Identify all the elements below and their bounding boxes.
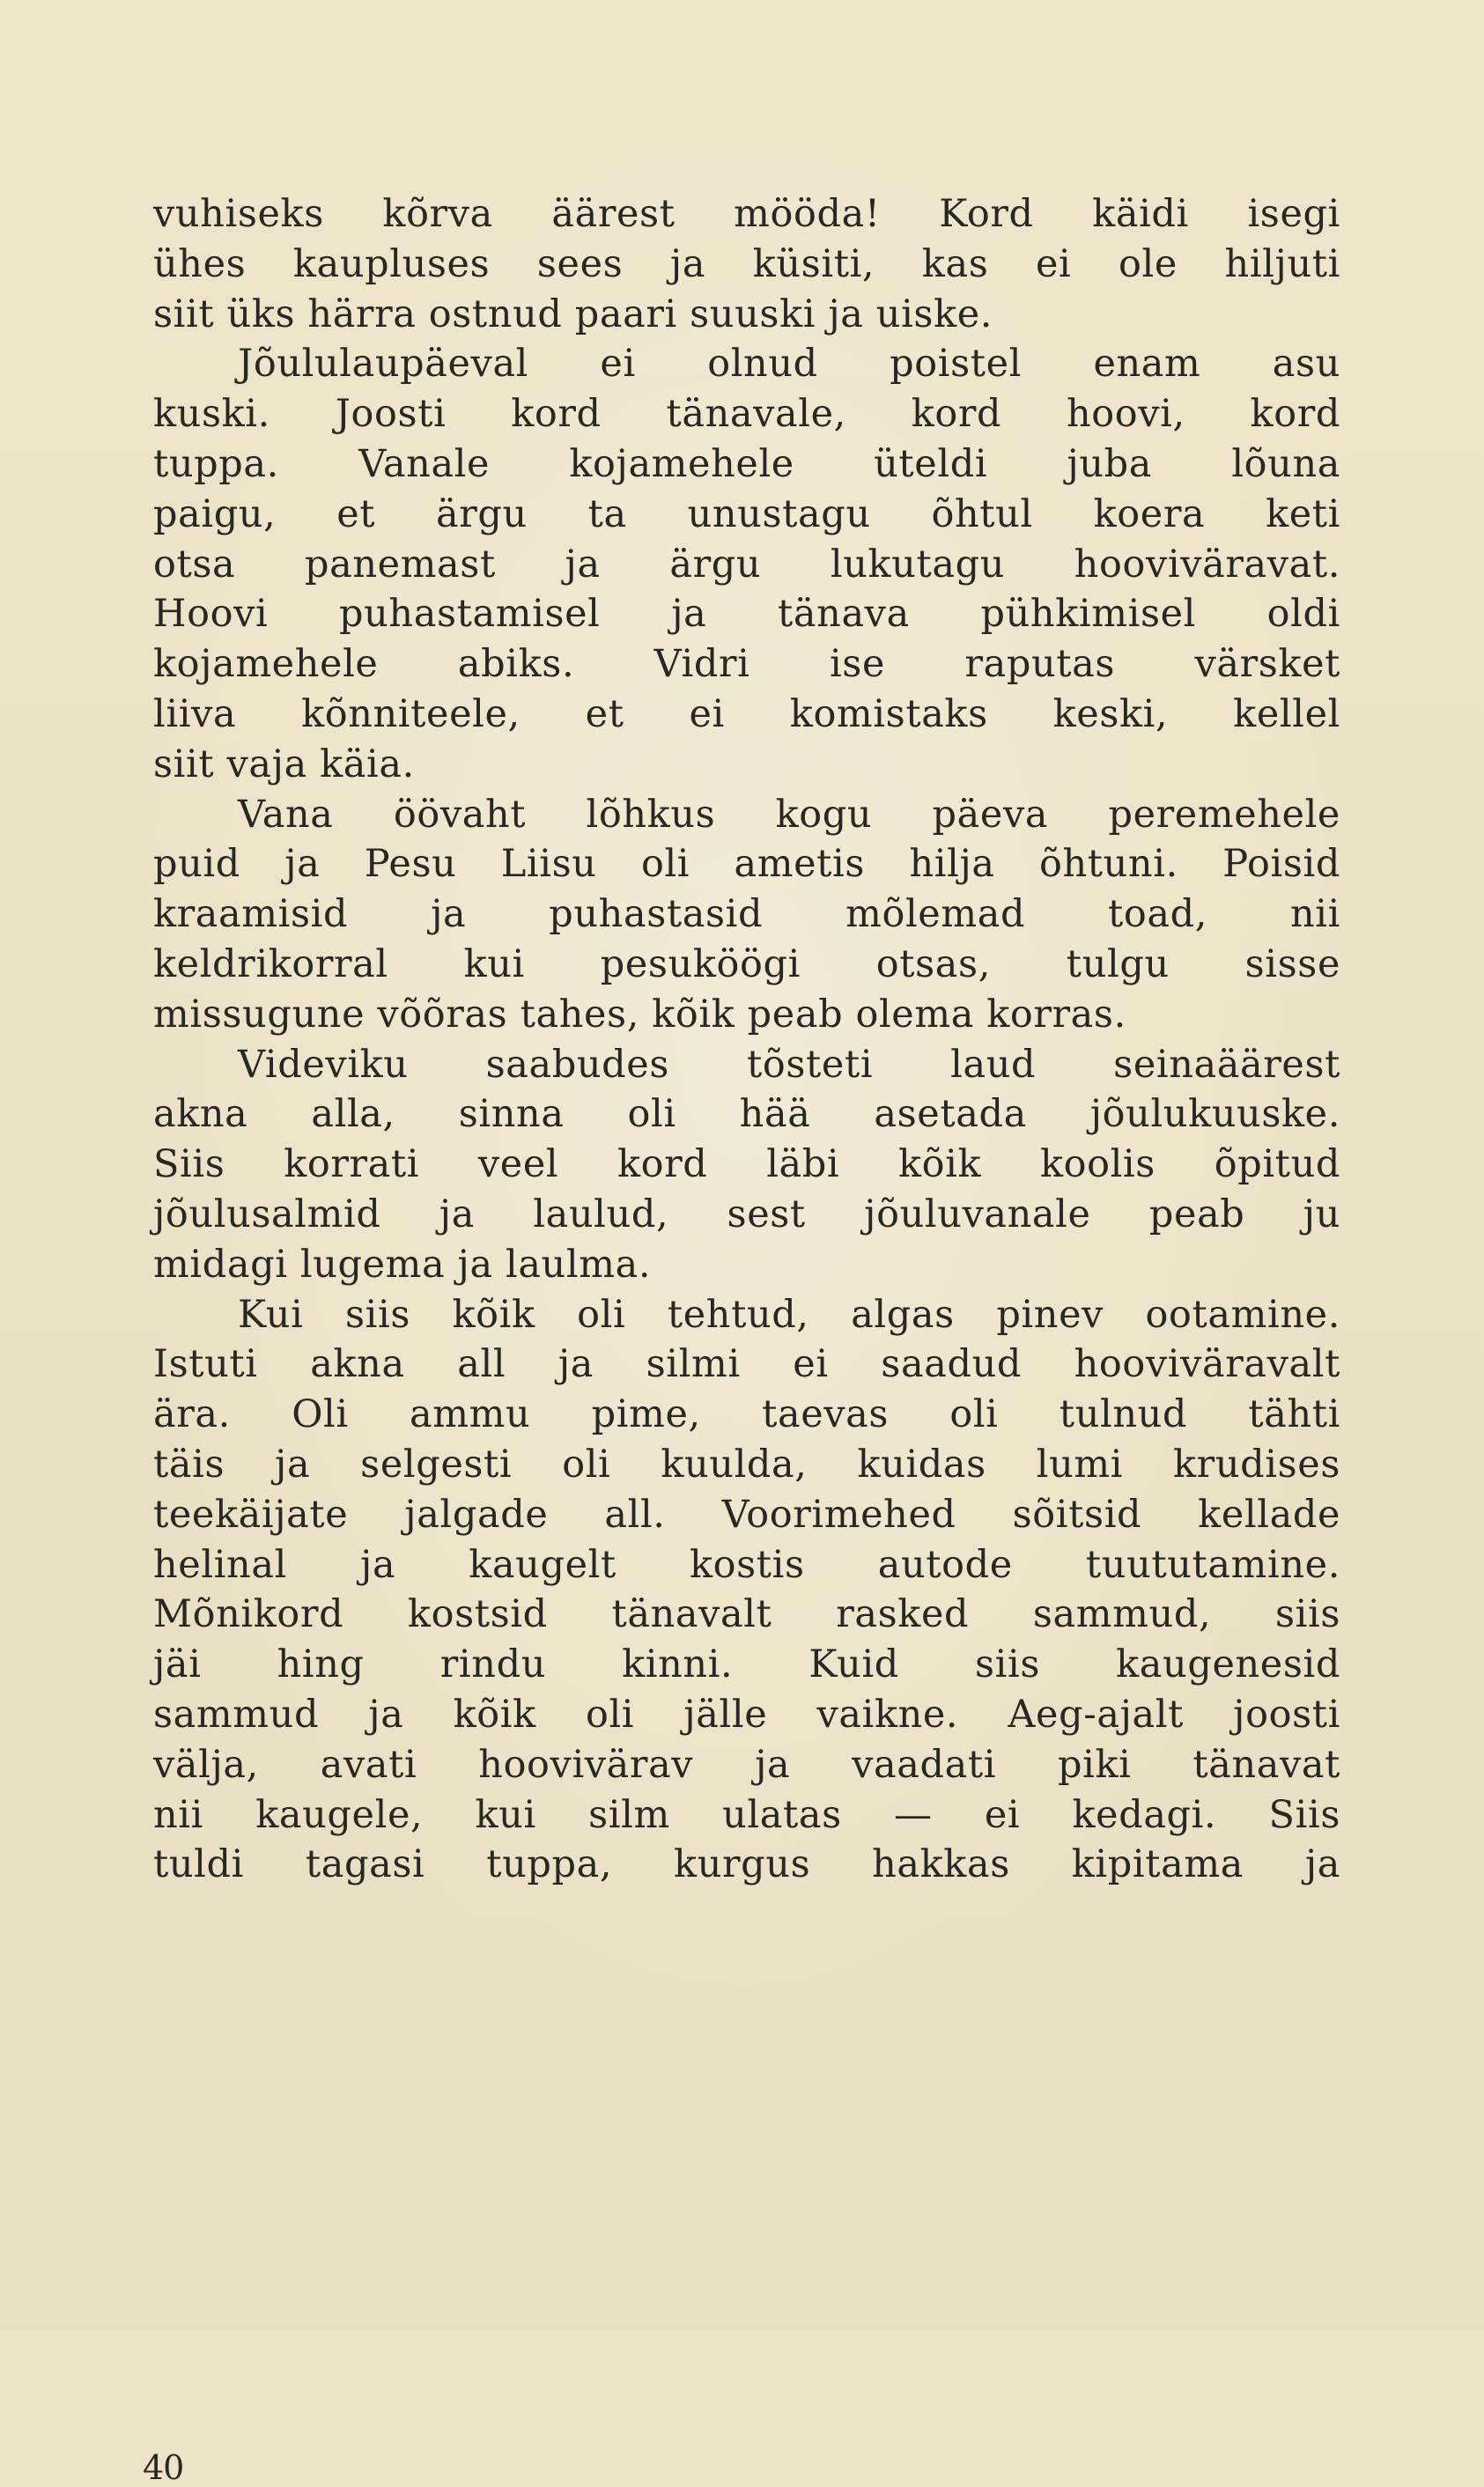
text-line: täis ja selgesti oli kuulda, kuidas lumi krudises	[153, 1442, 1340, 1487]
text-line: puid ja Pesu Liisu oli ametis hilja õhtuni. Poisid	[153, 842, 1340, 887]
text-line: Hoovi puhastamisel ja tänava pühkimisel oldi	[153, 592, 1340, 637]
text-line: jõulusalmid ja laulud, sest jõuluvanale peab ju	[153, 1192, 1340, 1236]
text-line: välja, avati hoovivärav ja vaadati piki tänavat	[153, 1742, 1340, 1787]
text-line: tuppa. Vanale kojamehele üteldi juba lõuna	[153, 441, 1340, 486]
text-line: keldrikorral kui pesuköögi otsas, tulgu sisse	[153, 941, 1340, 986]
text-line: Istuti akna all ja silmi ei saadud hooviväravalt	[153, 1342, 1340, 1387]
text-line: siit vaja käia.	[153, 742, 415, 786]
text-line: ära. Oli ammu pime, taevas oli tulnud tähti	[153, 1392, 1340, 1437]
page-number: 40	[143, 2448, 184, 2487]
text-line: Videviku saabudes tõsteti laud seinaäärest	[238, 1042, 1340, 1087]
text-line: nii kaugele, kui silm ulatas — ei kedagi. Siis	[153, 1792, 1340, 1837]
text-line: siit üks härra ostnud paari suuski ja uiske.	[153, 292, 993, 336]
text-line: liiva kõnniteele, et ei komistaks keski, kellel	[153, 691, 1340, 736]
text-line: teekäijate jalgade all. Voorimehed sõitsid kellade	[153, 1492, 1340, 1537]
text-line: ühes kaupluses sees ja küsiti, kas ei ole hiljuti	[153, 241, 1340, 286]
text-line: Jõululaupäeval ei olnud poistel enam asu	[238, 342, 1340, 387]
text-line: helinal ja kaugelt kostis autode tuututamine.	[153, 1542, 1340, 1587]
text-line: jäi hing rindu kinni. Kuid siis kaugenesid	[153, 1642, 1340, 1687]
body-text	[153, 189, 1340, 1890]
text-line: paigu, et ärgu ta unustagu õhtul koera keti	[153, 491, 1340, 536]
text-line: kuski. Joosti kord tänavale, kord hoovi, kord	[153, 392, 1340, 437]
text-line: sammud ja kõik oli jälle vaikne. Aeg-ajalt joosti	[153, 1692, 1340, 1737]
text-line: kojamehele abiks. Vidri ise raputas värsket	[153, 642, 1340, 687]
text-line: kraamisid ja puhastasid mõlemad toad, nii	[153, 892, 1340, 937]
text-line: Mõnikord kostsid tänavalt rasked sammud, siis	[153, 1592, 1340, 1637]
text-line: vuhiseks kõrva äärest mööda! Kord käidi isegi	[153, 192, 1340, 236]
text-line: Kui siis kõik oli tehtud, algas pinev ootamine.	[238, 1292, 1340, 1337]
text-line: missugune võõras tahes, kõik peab olema korras.	[153, 992, 1126, 1037]
text-line: akna alla, sinna oli hää asetada jõulukuuske.	[153, 1092, 1340, 1137]
text-line: otsa panemast ja ärgu lukutagu hooviväravat.	[153, 542, 1340, 587]
text-line: Vana öövaht lõhkus kogu päeva peremehele	[238, 792, 1340, 837]
text-line: tuldi tagasi tuppa, kurgus hakkas kipitama ja	[153, 1842, 1340, 1887]
text-line: Siis korrati veel kord läbi kõik koolis õpitud	[153, 1142, 1340, 1187]
text-line: midagi lugema ja laulma.	[153, 1242, 652, 1287]
